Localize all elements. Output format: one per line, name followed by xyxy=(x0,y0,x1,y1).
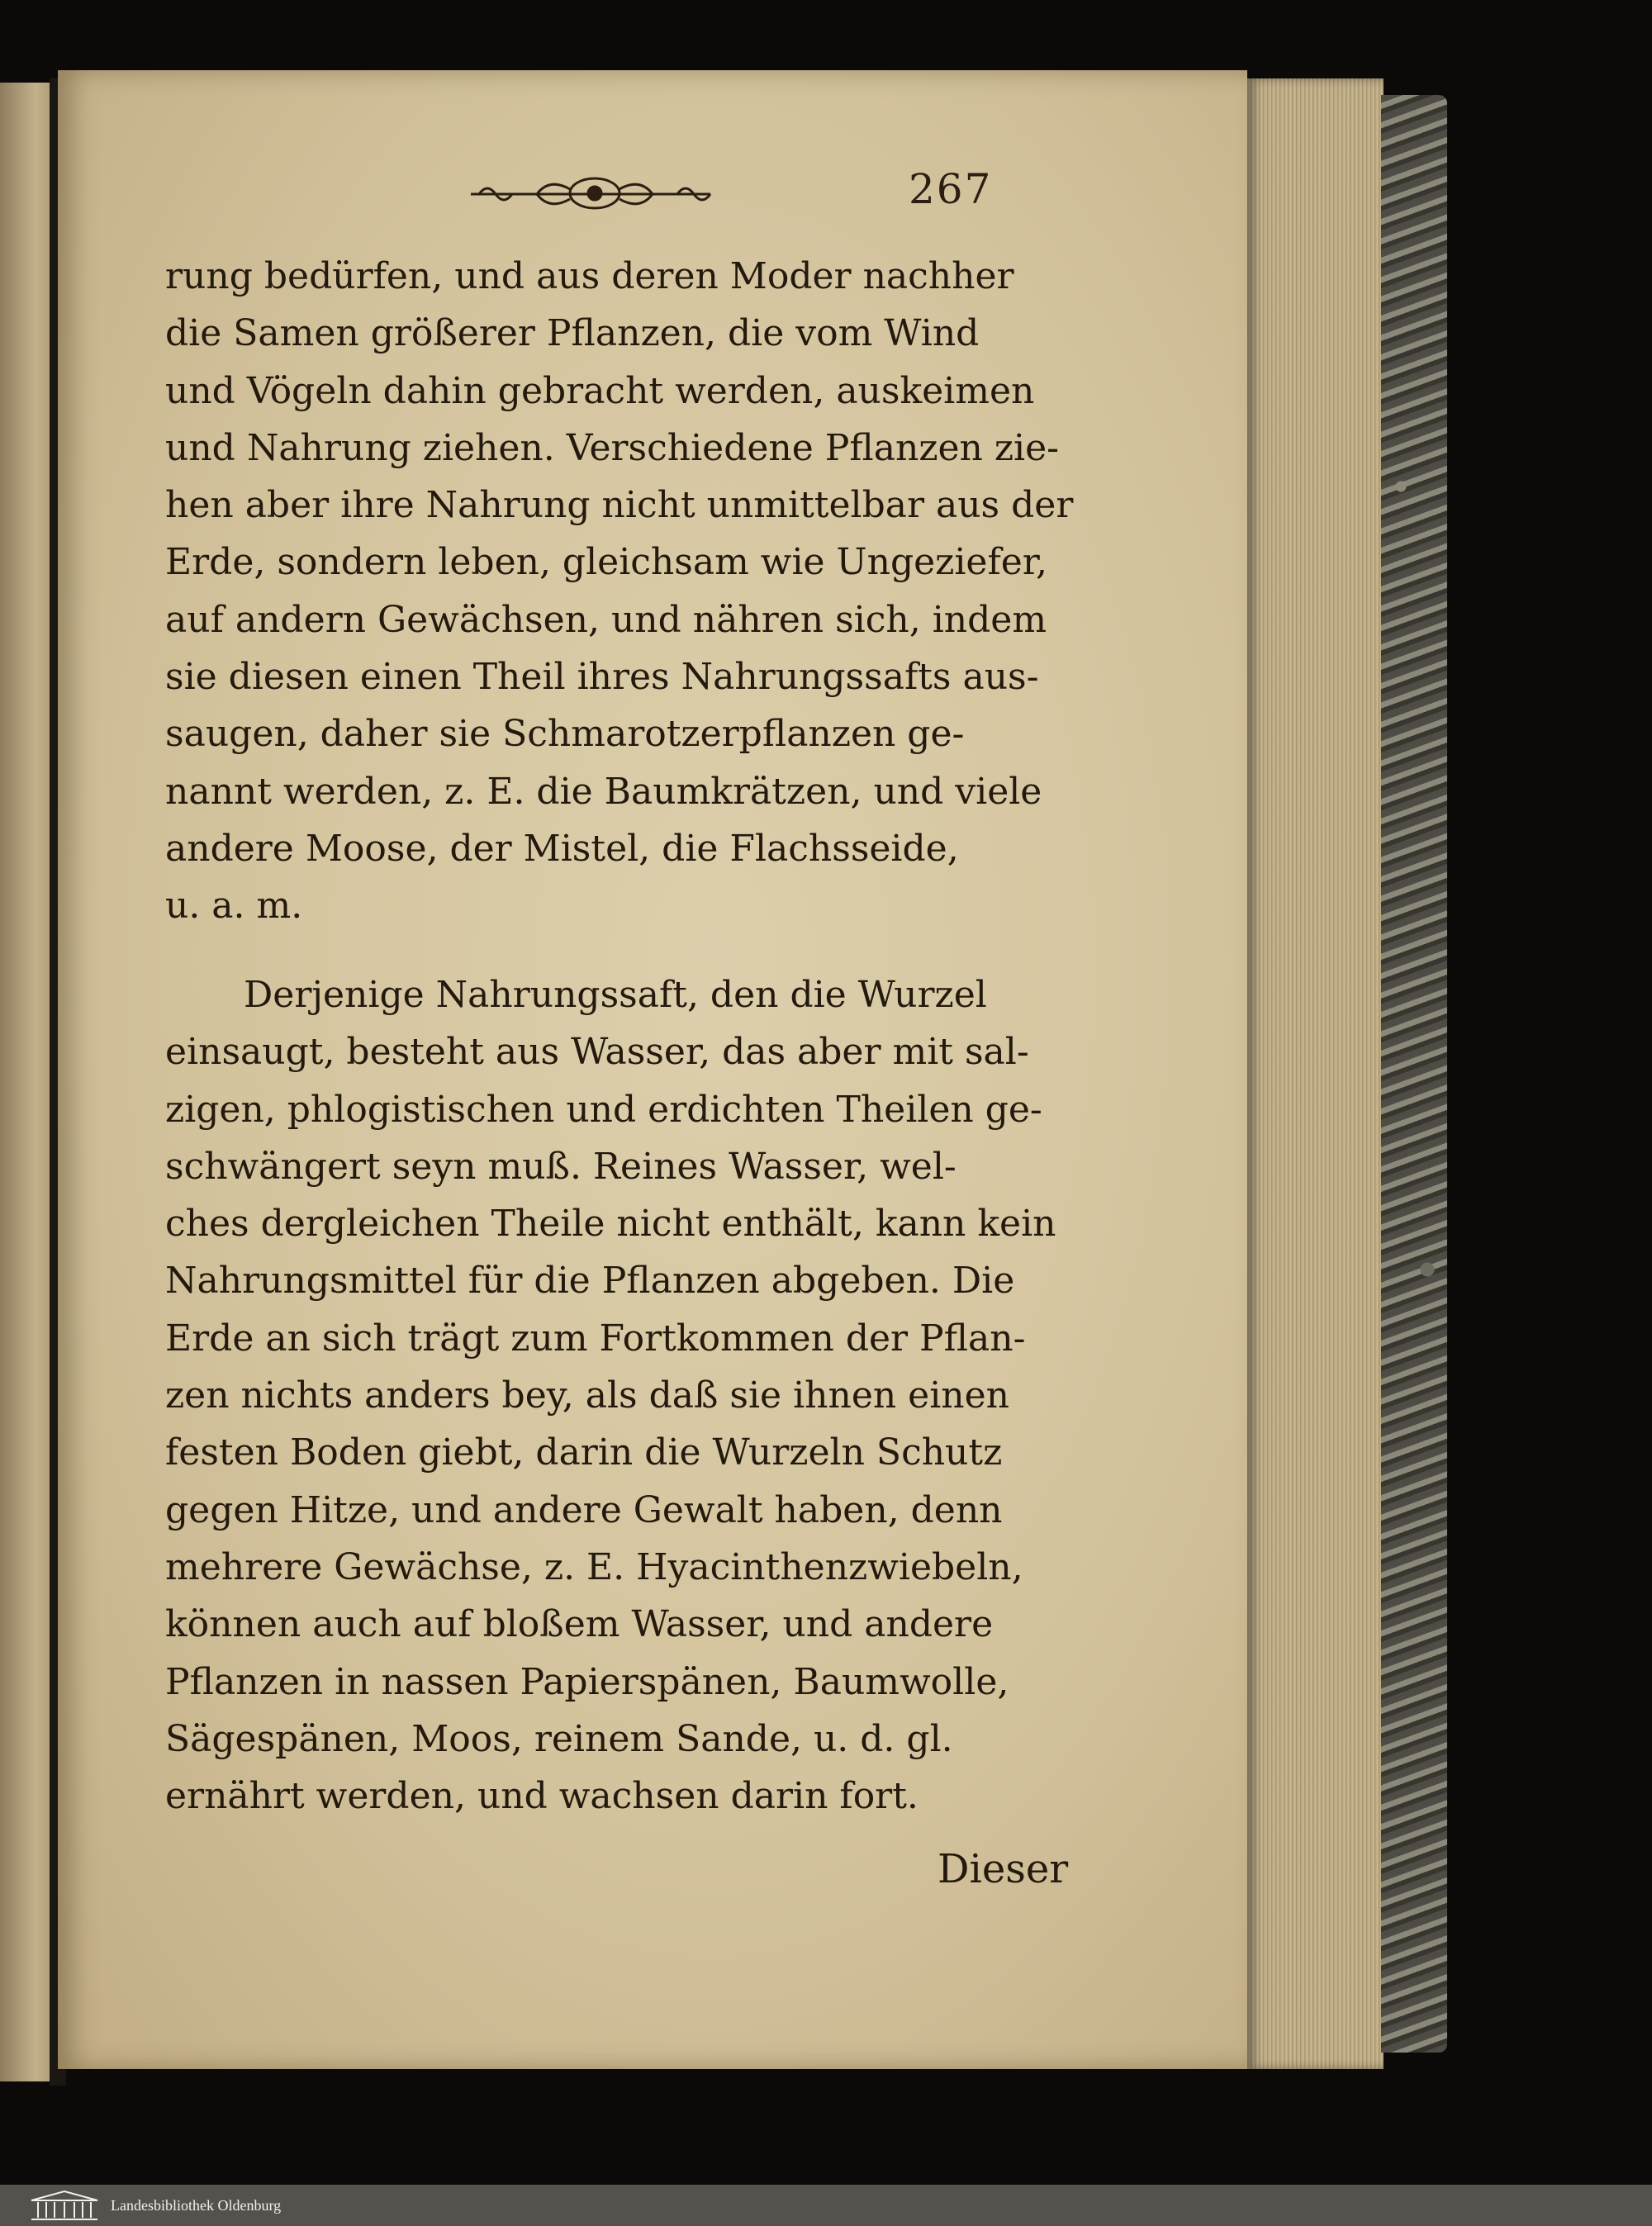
text-line: die Samen größerer Pflanzen, die vom Wind xyxy=(165,312,980,355)
text-line: auf andern Gewächsen, und nähren sich, indem xyxy=(165,598,1047,641)
ornament-icon xyxy=(463,169,727,217)
text-line: andere Moose, der Mistel, die Flachsseide, xyxy=(165,827,959,870)
text-line: zigen, phlogistischen und erdichten Theilen ge- xyxy=(165,1088,1042,1131)
footer-bar xyxy=(0,2185,1652,2226)
text-line: Erde an sich trägt zum Fortkommen der Pflan- xyxy=(165,1317,1026,1360)
text-line: einsaugt, besteht aus Wasser, das aber mit sal- xyxy=(165,1031,1029,1074)
library-name: Landesbibliothek Oldenburg xyxy=(111,2196,282,2214)
paragraph-2 xyxy=(165,966,1057,1825)
catchword: Dieser xyxy=(938,1846,1069,1892)
text-line: und Vögeln dahin gebracht werden, auskeimen xyxy=(165,369,1035,412)
text-line: Erde, sondern leben, gleichsam wie Ungeziefer, xyxy=(165,541,1047,584)
page-number: 267 xyxy=(909,165,993,213)
text-line: hen aber ihre Nahrung nicht unmittelbar aus der xyxy=(165,484,1074,527)
text-line: Nahrungsmittel für die Pflanzen abgeben. Die xyxy=(165,1260,1015,1303)
text-line: ches dergleichen Theile nicht enthält, kann kein xyxy=(165,1203,1056,1246)
text-line: sie diesen einen Theil ihres Nahrungssafts aus- xyxy=(165,656,1039,699)
text-line: ernährt werden, und wachsen darin fort. xyxy=(165,1775,919,1818)
text-line: rung bedürfen, und aus deren Moder nachher xyxy=(165,255,1014,297)
text-line: Derjenige Nahrungssaft, den die Wurzel xyxy=(244,974,987,1016)
text-line: Pflanzen in nassen Papierspänen, Baumwolle, xyxy=(165,1660,1009,1703)
page-fore-edge xyxy=(1247,78,1384,2069)
text-line: festen Boden giebt, darin die Wurzeln Schutz xyxy=(165,1431,1003,1474)
text-line: Sägespänen, Moos, reinem Sande, u. d. gl. xyxy=(165,1717,953,1760)
text-line: und Nahrung ziehen. Verschiedene Pflanzen zie- xyxy=(165,426,1060,469)
paragraph-1 xyxy=(165,248,1074,935)
text-line: schwängert seyn muß. Reines Wasser, wel- xyxy=(165,1145,957,1188)
text-line: zen nichts anders bey, als daß sie ihnen einen xyxy=(165,1374,1010,1417)
text-line: mehrere Gewächse, z. E. Hyacinthenzwiebeln, xyxy=(165,1545,1023,1588)
library-building-icon xyxy=(28,2189,101,2222)
text-line: saugen, daher sie Schmarotzerpflanzen ge- xyxy=(165,713,965,756)
text-line: können auch auf bloßem Wasser, und andere xyxy=(165,1603,994,1646)
text-line: nannt werden, z. E. die Baumkrätzen, und viele xyxy=(165,770,1042,813)
marbled-cover-board xyxy=(1381,95,1447,2053)
text-line: gegen Hitze, und andere Gewalt haben, denn xyxy=(165,1488,1003,1531)
text-line: u. a. m. xyxy=(165,885,303,928)
